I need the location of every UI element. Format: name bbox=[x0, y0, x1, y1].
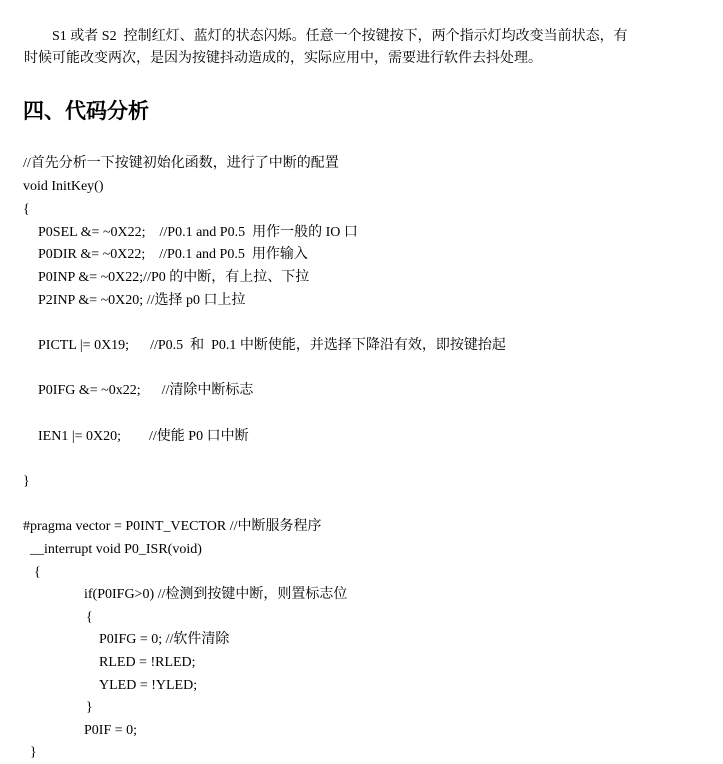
code-pragma: #pragma vector = P0INT_VECTOR //中断服务程序 bbox=[23, 519, 322, 534]
code-line: IEN1 |= 0X20; //使能 P0 口中断 bbox=[38, 429, 249, 444]
intro-paragraph-line-2: 时候可能改变两次，是因为按键抖动造成的，实际应用中，需要进行软件去抖处理。 bbox=[24, 51, 542, 66]
code-line: PICTL |= 0X19; //P0.5 和 P0.1 中断使能，并选择下降沿有效，即按键抬起 bbox=[38, 338, 506, 353]
code-brace-open: { bbox=[23, 202, 30, 217]
code-line: P0IFG = 0; //软件清除 bbox=[99, 632, 230, 647]
code-line: P0INP &= ~0X22;//P0 的中断，有上拉、下拉 bbox=[38, 270, 310, 285]
code-line: P0IF = 0; bbox=[84, 723, 138, 738]
code-brace-close: } bbox=[30, 745, 37, 760]
code-comment: //首先分析一下按键初始化函数，进行了中断的配置 bbox=[23, 156, 339, 171]
code-line: P2INP &= ~0X20; //选择 p0 口上拉 bbox=[38, 293, 246, 308]
section-heading: 四、代码分析 bbox=[23, 99, 149, 123]
code-line: P0IFG &= ~0x22; //清除中断标志 bbox=[38, 383, 254, 398]
code-brace-open: { bbox=[34, 565, 41, 580]
code-brace-close: } bbox=[23, 474, 30, 489]
code-line: YLED = !YLED; bbox=[99, 678, 198, 693]
code-line: RLED = !RLED; bbox=[99, 655, 196, 670]
intro-paragraph-line-1: S1 或者 S2 控制红灯、蓝灯的状态闪烁。任意一个按键按下，两个指示灯均改变当前状态，有 bbox=[24, 29, 628, 44]
code-function-signature: void InitKey() bbox=[23, 179, 104, 194]
code-line: P0SEL &= ~0X22; //P0.1 and P0.5 用作一般的 IO 口 bbox=[38, 225, 358, 240]
code-isr-signature: __interrupt void P0_ISR(void) bbox=[30, 542, 202, 557]
code-if-statement: if(P0IFG>0) //检测到按键中断，则置标志位 bbox=[84, 587, 348, 602]
code-brace-close: } bbox=[86, 700, 93, 715]
code-line: P0DIR &= ~0X22; //P0.1 and P0.5 用作输入 bbox=[38, 247, 308, 262]
code-brace-open: { bbox=[86, 610, 93, 625]
